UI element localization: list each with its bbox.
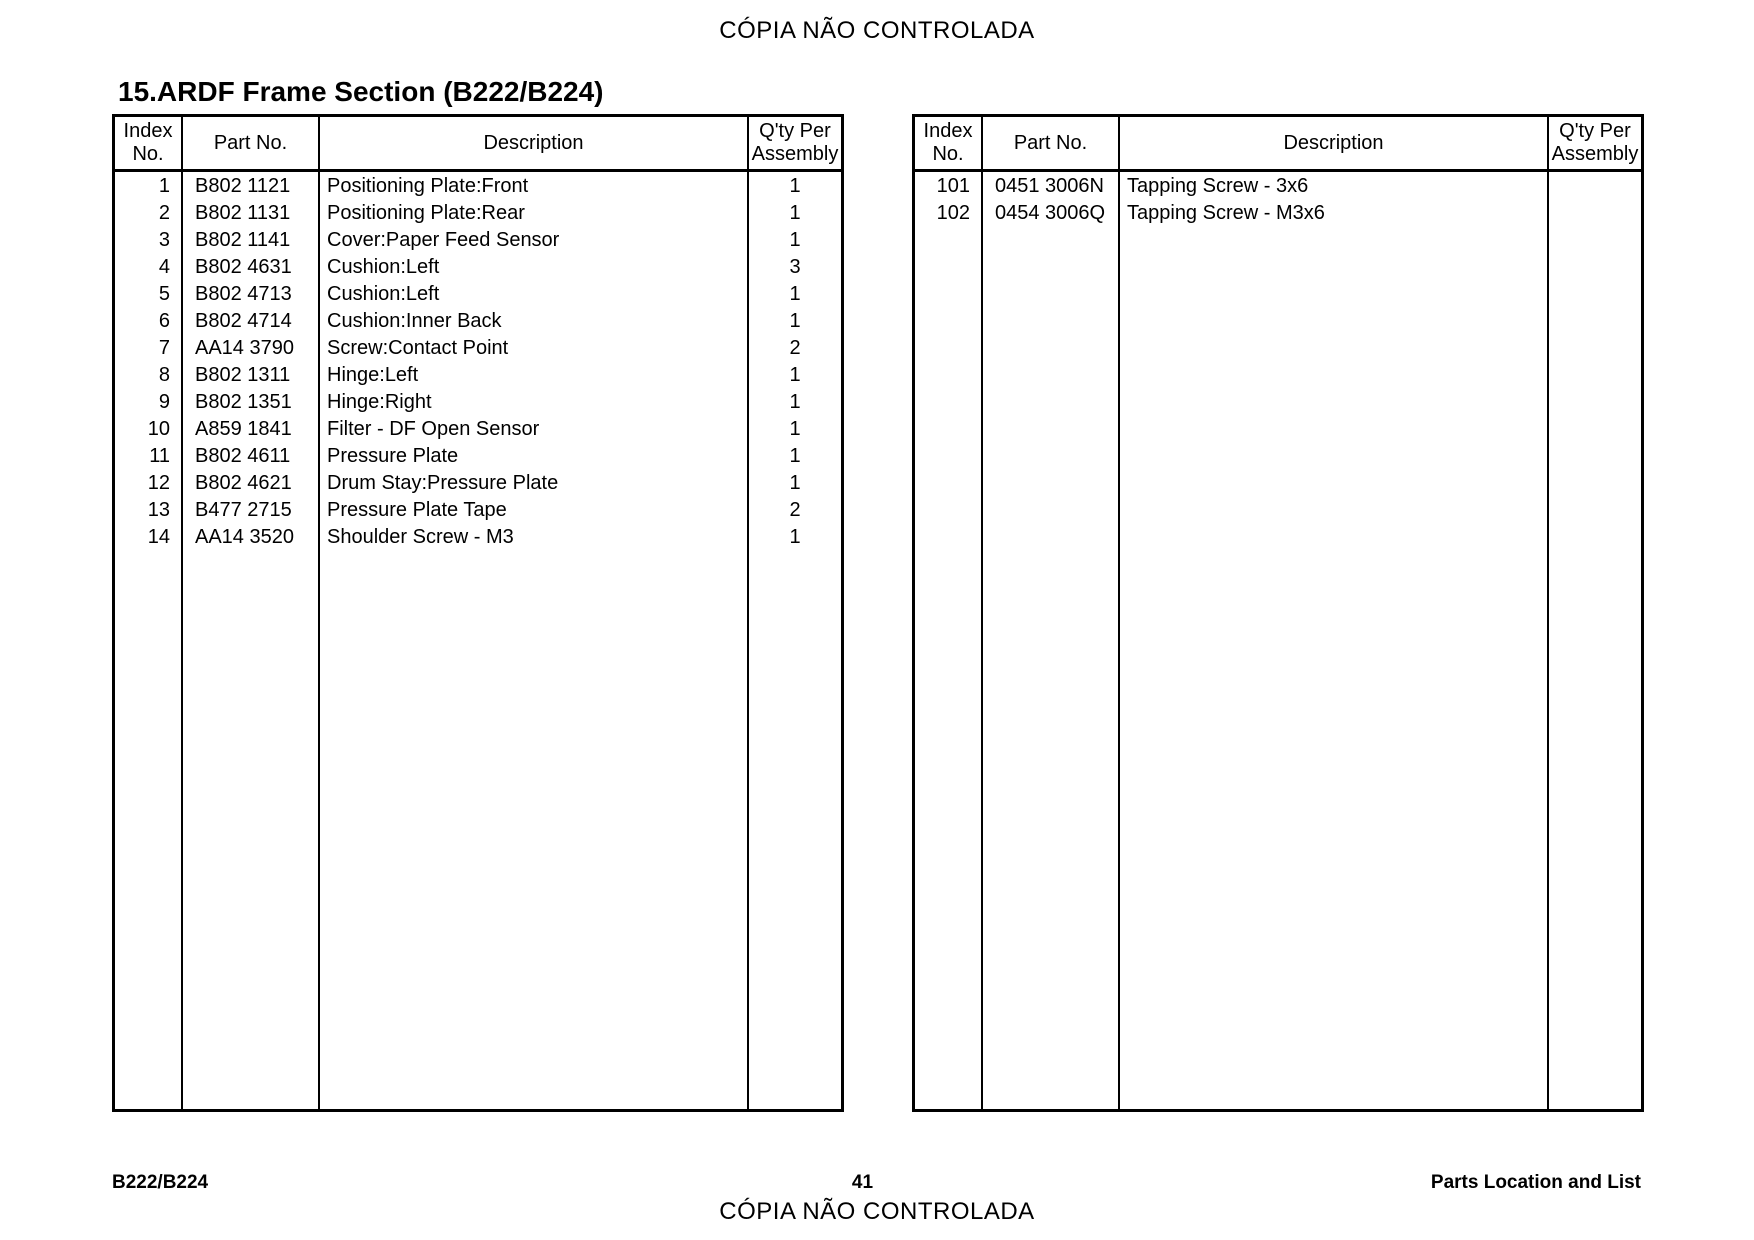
cell-part-no: B802 1311	[195, 364, 291, 386]
cell-qty: 2	[789, 499, 801, 521]
cell-index: 2	[158, 202, 170, 224]
cell-index: 10	[147, 418, 170, 440]
column-divider	[1547, 117, 1549, 1109]
cell-description: Filter - DF Open Sensor	[327, 418, 540, 440]
cell-part-no: 0451 3006N	[995, 175, 1104, 197]
cell-description: Cover:Paper Feed Sensor	[327, 229, 560, 251]
column-divider	[1118, 117, 1120, 1109]
cell-description: Tapping Screw - 3x6	[1127, 175, 1309, 197]
watermark-top: CÓPIA NÃO CONTROLADA	[719, 17, 1035, 44]
table-row	[115, 281, 841, 308]
section-title: 15.ARDF Frame Section (B222/B224)	[118, 76, 604, 107]
cell-part-no: B802 1141	[195, 229, 291, 251]
footer-title: Parts Location and List	[1430, 1172, 1641, 1193]
header-part-no: Part No.	[213, 131, 288, 154]
header-part-no: Part No.	[1013, 131, 1088, 154]
table-row	[115, 200, 841, 227]
cell-description: Cushion:Left	[327, 283, 440, 305]
cell-description: Shoulder Screw - M3	[327, 526, 514, 548]
cell-part-no: B802 4713	[195, 283, 292, 305]
cell-description: Cushion:Inner Back	[327, 310, 502, 332]
cell-index: 7	[158, 337, 170, 359]
header-description: Description	[483, 131, 584, 154]
cell-part-no: B802 1131	[195, 202, 291, 224]
table-row	[115, 443, 841, 470]
cell-qty: 1	[789, 472, 801, 494]
header-description: Description	[1283, 131, 1384, 154]
cell-index: 1	[158, 175, 170, 197]
table-row	[115, 173, 841, 200]
watermark-bottom: CÓPIA NÃO CONTROLADA	[719, 1198, 1035, 1225]
cell-part-no: B802 4714	[195, 310, 292, 332]
table-row	[115, 308, 841, 335]
footer-page-number: 41	[851, 1172, 874, 1193]
header-index: Index No.	[123, 120, 173, 165]
cell-part-no: B477 2715	[195, 499, 292, 521]
cell-index: 102	[936, 202, 970, 224]
cell-description: Hinge:Left	[327, 364, 419, 386]
header-qty: Q'ty Per Assembly	[1551, 120, 1639, 165]
cell-description: Hinge:Right	[327, 391, 432, 413]
cell-index: 13	[147, 499, 170, 521]
parts-table-left	[112, 114, 844, 1112]
table-body	[915, 173, 1641, 227]
table-header	[115, 117, 841, 172]
cell-description: Drum Stay:Pressure Plate	[327, 472, 559, 494]
cell-qty: 1	[789, 526, 801, 548]
cell-part-no: B802 4611	[195, 445, 291, 467]
cell-qty	[1549, 200, 1641, 227]
cell-index: 101	[936, 175, 970, 197]
cell-part-no: A859 1841	[195, 418, 292, 440]
table-row	[115, 362, 841, 389]
cell-index: 4	[158, 256, 170, 278]
cell-part-no: AA14 3520	[195, 526, 294, 548]
parts-table-right	[912, 114, 1644, 1112]
table-row	[115, 497, 841, 524]
table-row	[115, 254, 841, 281]
cell-description: Screw:Contact Point	[327, 337, 509, 359]
table-header	[915, 117, 1641, 172]
table-row	[115, 470, 841, 497]
cell-index: 9	[158, 391, 170, 413]
cell-description: Pressure Plate	[327, 445, 459, 467]
cell-index: 5	[158, 283, 170, 305]
cell-part-no: B802 1351	[195, 391, 292, 413]
cell-qty: 2	[789, 337, 801, 359]
cell-qty: 1	[789, 202, 801, 224]
cell-part-no: B802 1121	[195, 175, 291, 197]
cell-description: Cushion:Left	[327, 256, 440, 278]
cell-description: Positioning Plate:Rear	[327, 202, 525, 224]
cell-index: 14	[147, 526, 170, 548]
cell-qty: 1	[789, 229, 801, 251]
cell-qty: 3	[789, 256, 801, 278]
table-row	[915, 173, 1641, 200]
cell-qty: 1	[789, 175, 801, 197]
cell-qty: 1	[789, 418, 801, 440]
cell-part-no: B802 4621	[195, 472, 292, 494]
cell-index: 3	[158, 229, 170, 251]
footer-model: B222/B224	[112, 1172, 209, 1193]
table-row	[115, 524, 841, 551]
table-row	[115, 416, 841, 443]
cell-description: Pressure Plate Tape	[327, 499, 507, 521]
column-divider	[981, 117, 983, 1109]
cell-part-no: AA14 3790	[195, 337, 294, 359]
cell-description: Tapping Screw - M3x6	[1127, 202, 1325, 224]
cell-qty: 1	[789, 310, 801, 332]
table-body	[115, 173, 841, 551]
cell-qty: 1	[789, 445, 801, 467]
cell-index: 12	[147, 472, 170, 494]
header-index: Index No.	[923, 120, 973, 165]
header-qty: Q'ty Per Assembly	[751, 120, 839, 165]
cell-qty: 1	[789, 364, 801, 386]
cell-qty	[1549, 173, 1641, 200]
cell-part-no: B802 4631	[195, 256, 292, 278]
table-row	[115, 389, 841, 416]
cell-description: Positioning Plate:Front	[327, 175, 529, 197]
cell-index: 11	[149, 445, 170, 467]
cell-qty: 1	[789, 283, 801, 305]
table-row	[115, 227, 841, 254]
table-row	[115, 335, 841, 362]
cell-index: 6	[158, 310, 170, 332]
cell-index: 8	[158, 364, 170, 386]
cell-part-no: 0454 3006Q	[995, 202, 1106, 224]
cell-qty: 1	[789, 391, 801, 413]
table-row	[915, 200, 1641, 227]
